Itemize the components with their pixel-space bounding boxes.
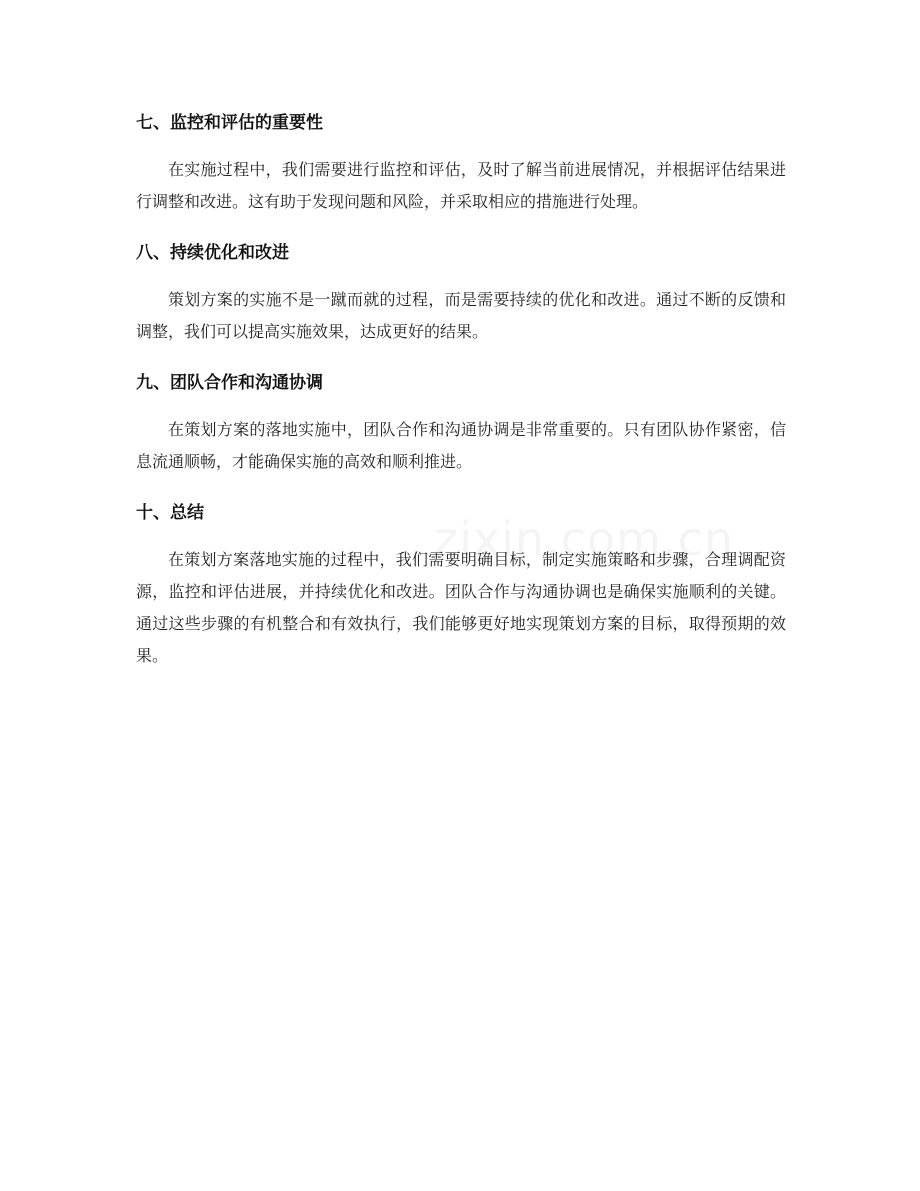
section-paragraph: 在实施过程中，我们需要进行监控和评估，及时了解当前进展情况，并根据评估结果进行调整和改进。这有助于发现问题和风险，并采取相应的措施进行处理。 (136, 160, 786, 211)
section-monitoring-evaluation (136, 108, 786, 218)
section-paragraph: 在策划方案的落地实施中，团队合作和沟通协调是非常重要的。只有团队协作紧密，信息流通顺畅，才能确保实施的高效和顺利推进。 (136, 420, 786, 471)
section-heading: 八、持续优化和改进 (136, 243, 289, 263)
section-heading: 七、监控和评估的重要性 (136, 113, 323, 133)
section-paragraph: 策划方案的实施不是一蹴而就的过程，而是需要持续的优化和改进。通过不断的反馈和调整，我们可以提高实施效果，达成更好的结果。 (136, 290, 786, 341)
section-paragraph: 在策划方案落地实施的过程中，我们需要明确目标，制定实施策略和步骤，合理调配资源，监控和评估进展，并持续优化和改进。团队合作与沟通协调也是确保实施顺利的关键。通过这些步骤的有机整合和有效执行，我们能够更好地实现策划方案的目标，取得预期的效果。 (136, 550, 786, 665)
section-heading: 九、团队合作和沟通协调 (136, 373, 323, 393)
document-content (136, 108, 786, 692)
section-continuous-improvement (136, 238, 786, 348)
section-heading: 十、总结 (136, 503, 204, 523)
section-teamwork-communication (136, 368, 786, 478)
section-summary (136, 498, 786, 672)
